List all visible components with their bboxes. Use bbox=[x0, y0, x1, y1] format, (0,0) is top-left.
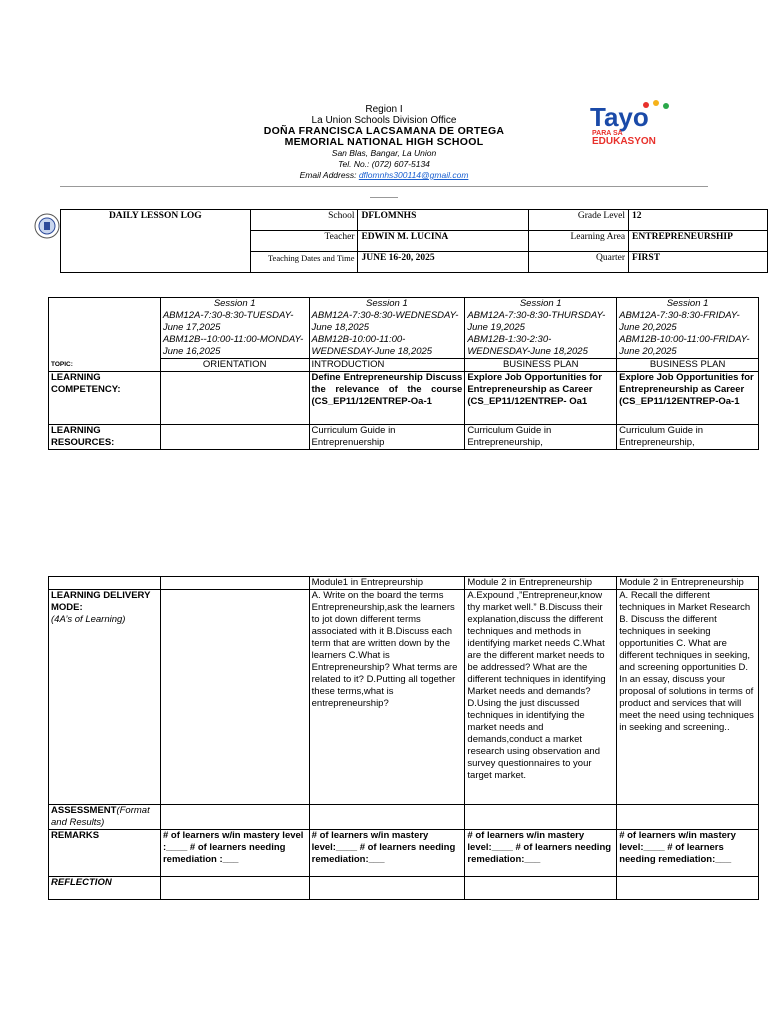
session-cell bbox=[309, 298, 465, 359]
competency-cell bbox=[160, 372, 309, 425]
session-cell bbox=[465, 298, 617, 359]
assessment-cell bbox=[465, 805, 617, 830]
module-blank bbox=[49, 577, 161, 590]
email-link[interactable]: dflomnhs300114@gmail.com bbox=[358, 170, 469, 180]
competency-cell: Explore Job Opportunities for Entrepreneurship as Career (CS_EP11/12ENTREP- Oa1 bbox=[465, 372, 617, 425]
phase-label: ORIENTATION bbox=[160, 359, 309, 372]
session-time: ABM12A-7:30-8:30-TUESDAY-June 17,2025 bbox=[162, 310, 294, 333]
remarks-cell: # of learners w/in mastery level:____ # of learners needing remediation:___ bbox=[617, 830, 759, 877]
blank-cell bbox=[61, 252, 251, 273]
area-label: Learning Area bbox=[529, 231, 629, 252]
activity-cell: A.Expound ,”Entrepreneur,know thy market well.” B.Discuss their explanation,discuss the different techniques and methods in identifying market needs C.What are the different market needs to be addressed? What are the different techniques in identifying Market needs and demands? D.Using the just discussed techniques in identifying the market needs and demands,conduct a market research using observation and survey questionnaires to your target market. bbox=[465, 590, 617, 805]
session-time: ABM12A-7:30-8:30-THURSDAY-June 19,2025 bbox=[467, 310, 606, 333]
school-label: School bbox=[250, 210, 358, 231]
delivery-table bbox=[48, 576, 759, 900]
session-time: ABM12A-7:30-8:30-FRIDAY-June 20,2025 bbox=[619, 310, 740, 333]
mode-sub: (4A’s of Learning) bbox=[51, 614, 126, 625]
session-time: ABM12B--10:00-11:00-MONDAY-June 16,2025 bbox=[162, 334, 304, 357]
grade-value: 12 bbox=[629, 210, 768, 231]
assessment-sub: (Format and Results) bbox=[51, 805, 150, 828]
session-title: Session 1 bbox=[366, 298, 408, 309]
reflection-cell bbox=[160, 877, 309, 900]
competency-cell: Explore Job Opportunities for Entrepreneurship as Career (CS_EP11/12ENTREP-Oa-1 bbox=[617, 372, 759, 425]
log-title: DAILY LESSON LOG bbox=[61, 210, 251, 231]
teacher-value: EDWIN M. LUCINA bbox=[358, 231, 529, 252]
assessment-cell bbox=[309, 805, 465, 830]
logo-bottom: EDUKASYON bbox=[592, 136, 656, 146]
session-time: ABM12B-1:30-2:30-WEDNESDAY-June 18,2025 bbox=[467, 334, 588, 357]
competency-cell: Define Entrepreneurship Discuss the relevance of the course (CS_EP11/12ENTREP-Oa-1 bbox=[309, 372, 465, 425]
module-cell: Module 2 in Entrepreneurship bbox=[465, 577, 617, 590]
region: Region I bbox=[365, 104, 403, 115]
blank-cell bbox=[61, 231, 251, 252]
lesson-info-table bbox=[60, 209, 768, 273]
assessment-label: ASSESSMENT bbox=[51, 805, 117, 816]
resources-cell: Curriculum Guide in Entrepreneurship, bbox=[617, 425, 759, 450]
resources-cell bbox=[160, 425, 309, 450]
resources-label: LEARNING RESOURCES: bbox=[49, 425, 161, 450]
deped-seal-icon bbox=[34, 213, 60, 239]
header-divider-short bbox=[370, 197, 398, 198]
assessment-label-cell bbox=[49, 805, 161, 830]
tayo-logo bbox=[590, 100, 690, 146]
remarks-cell: # of learners w/in mastery level :____ # of learners needing remediation :___ bbox=[160, 830, 309, 877]
session-time: ABM12B-10:00-11:00-FRIDAY-June 20,2025 bbox=[619, 334, 750, 357]
session-time: ABM12A-7:30-8:30-WEDNESDAY-June 18,2025 bbox=[311, 310, 459, 333]
remarks-cell: # of learners w/in mastery level:____ # of learners needing remediation:___ bbox=[309, 830, 465, 877]
competency-label: LEARNING COMPETENCY: bbox=[49, 372, 161, 425]
session-title: Session 1 bbox=[213, 298, 256, 309]
reflection-label: REFLECTION bbox=[49, 877, 161, 900]
quarter-label: Quarter bbox=[529, 252, 629, 273]
session-title: Session 1 bbox=[519, 298, 562, 309]
lesson-plan-table bbox=[48, 297, 759, 450]
logo-word: Tayo bbox=[590, 102, 649, 132]
area-value: ENTREPRENEURSHIP bbox=[629, 231, 768, 252]
phase-label: BUSINESS PLAN bbox=[465, 359, 617, 372]
resources-cell: Curriculum Guide in Entreprenuership bbox=[309, 425, 465, 450]
header-divider bbox=[60, 186, 708, 187]
topic-label: TOPIC: bbox=[49, 298, 161, 372]
module-cell bbox=[160, 577, 309, 590]
reflection-cell bbox=[617, 877, 759, 900]
session-cell bbox=[617, 298, 759, 359]
quarter-value: FIRST bbox=[629, 252, 768, 273]
assessment-cell bbox=[617, 805, 759, 830]
dates-value: JUNE 16-20, 2025 bbox=[358, 252, 529, 273]
session-time: ABM12B-10:00-11:00-WEDNESDAY-June 18,2025 bbox=[311, 334, 433, 357]
school-name-line1: DOÑA FRANCISCA LACSAMANA DE ORTEGA bbox=[263, 125, 505, 137]
activity-cell bbox=[160, 590, 309, 805]
telephone: Tel. No.: (072) 607-5134 bbox=[338, 159, 430, 169]
assessment-cell bbox=[160, 805, 309, 830]
division: La Union Schools Division Office bbox=[311, 115, 457, 126]
dates-label: Teaching Dates and Time bbox=[250, 252, 358, 273]
school-value: DFLOMNHS bbox=[358, 210, 529, 231]
resources-cell: Curriculum Guide in Entrepreneurship, bbox=[465, 425, 617, 450]
phase-label: INTRODUCTION bbox=[309, 359, 465, 372]
school-name-line2: MEMORIAL NATIONAL HIGH SCHOOL bbox=[284, 136, 484, 148]
session-cell bbox=[160, 298, 309, 359]
grade-label: Grade Level bbox=[529, 210, 629, 231]
email-line bbox=[0, 170, 768, 181]
reflection-cell bbox=[465, 877, 617, 900]
remarks-cell: # of learners w/in mastery level:____ # of learners needing remediation:___ bbox=[465, 830, 617, 877]
address: San Blas, Bangar, La Union bbox=[331, 148, 437, 158]
reflection-cell bbox=[309, 877, 465, 900]
logo-sub: PARA SA bbox=[592, 130, 623, 137]
remarks-label: REMARKS bbox=[49, 830, 161, 877]
activity-cell: A. Recall the different techniques in Market Research B. Discuss the different techniques in seeking opportunities C. What are different techniques in seeking, and screening opportunities D. In an essay, discuss your proposal of solutions in terms of product and services that will meet the need using techniques in seeking and screening.. bbox=[617, 590, 759, 805]
activity-cell: A. Write on the board the terms Entrepreneurship,ask the learners to jot down different terms associated with it B.Discuss each term that are written down by the learners C.What is Entrepreneurship? What terms are related to it? D.Putting all together these terms,what is entrepreneurship? bbox=[309, 590, 465, 805]
email-label: Email Address: bbox=[299, 170, 357, 180]
mode-label: LEARNING DELIVERY MODE: bbox=[51, 590, 151, 613]
mode-label-cell bbox=[49, 590, 161, 805]
phase-label: BUSINESS PLAN bbox=[617, 359, 759, 372]
module-cell: Module1 in Entrepreurship bbox=[309, 577, 465, 590]
teacher-label: Teacher bbox=[250, 231, 358, 252]
module-cell: Module 2 in Entrepreneurship bbox=[617, 577, 759, 590]
session-title: Session 1 bbox=[666, 298, 709, 309]
